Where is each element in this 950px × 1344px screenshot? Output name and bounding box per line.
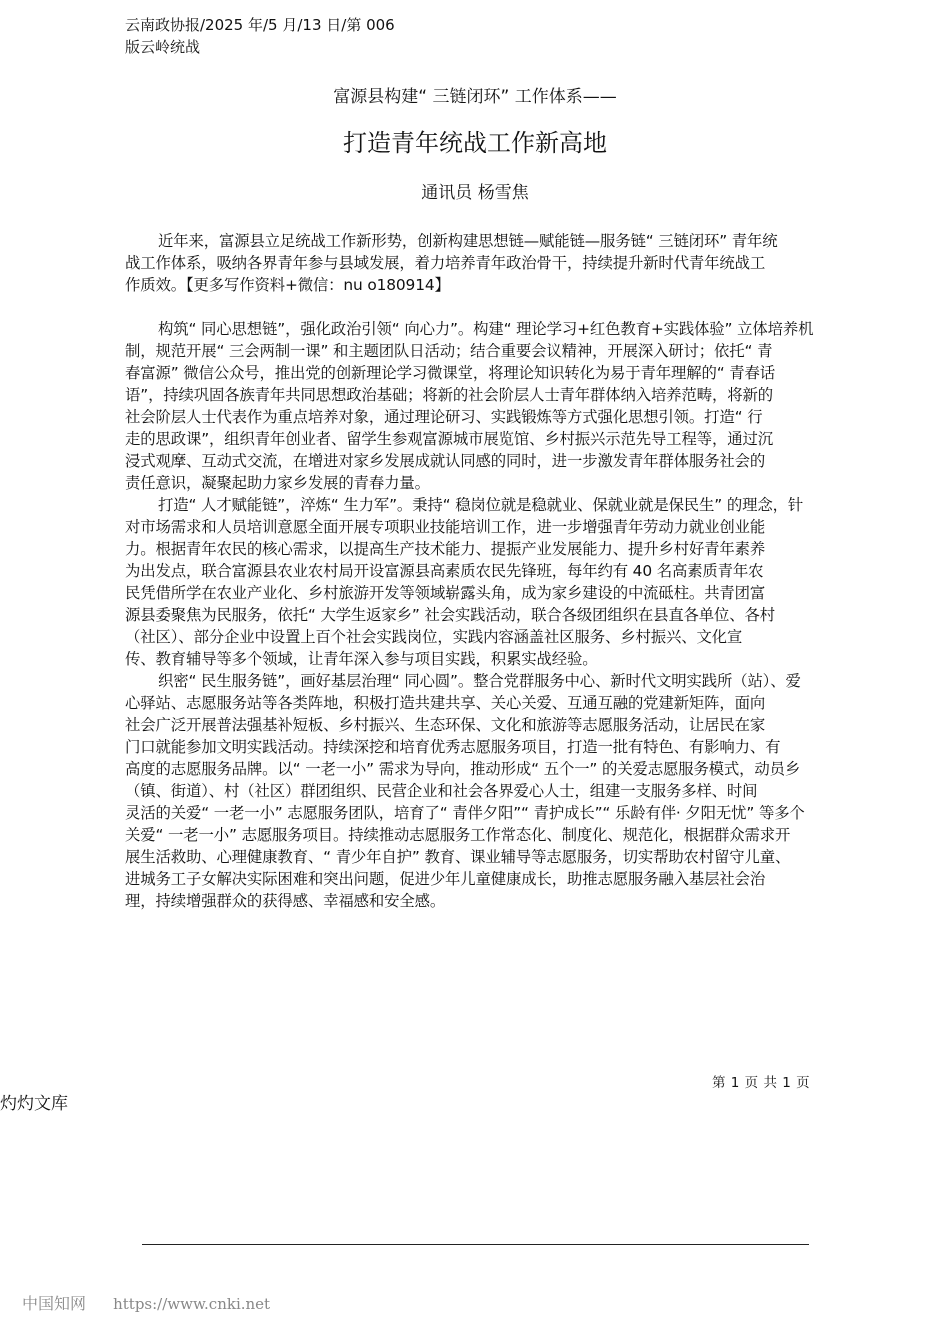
article-title: 打造青年统战工作新高地 [343,129,607,157]
body-line: 心驿站、志愿服务站等各类阵地，积极打造共建共享、关心关爱、互通互融的党建新矩阵，面向 [125,694,766,712]
article-byline: 通讯员 杨雪焦 [421,183,529,203]
body-line: 社会阶层人士代表作为重点培养对象，通过理论研习、实践锻炼等方式强化思想引领。打造“ 行 [125,408,763,426]
source-line-2: 版云岭统战 [125,38,201,56]
body-line: 高度的志愿服务品牌。以“ 一老一小” 需求为导向，推动形成“ 五个一” 的关爱志愿服务模式，动员乡 [125,760,801,778]
body-line: 传、教育辅导等多个领域，让青年深入参与项目实践，积累实战经验。 [125,650,598,668]
body-line: 构筑“ 同心思想链”，强化政治引领“ 向心力”。构建“ 理论学习+红色教育+实践体验” 立体培养机 [158,320,814,338]
library-name: 灼灼文库 [0,1094,68,1114]
cnki-name: 中国知网 [22,1294,87,1313]
body-line: 浸式观摩、互动式交流，在增进对家乡发展成就认同感的同时，进一步激发青年群体服务社会的 [125,452,766,470]
body-line: 语”，持续巩固各族青年共同思想政治基础；将新的社会阶层人士青年群体纳入培养范畴，将新的 [125,386,773,404]
body-line: 走的思政课”，组织青年创业者、留学生参观富源城市展览馆、乡村振兴示范先导工程等，通过沉 [125,430,773,448]
body-line: 对市场需求和人员培训意愿全面开展专项职业技能培训工作，进一步增强青年劳动力就业创业能 [125,518,766,536]
body-line: （镇、街道）、村（社区）群团组织、民营企业和社会各界爱心人士，组建一支服务多样、时间 [125,782,758,800]
body-line: 关爱“ 一老一小” 志愿服务项目。持续推动志愿服务工作常态化、制度化、规范化，根据群众需求开 [125,826,791,844]
body-line: 展生活救助、心理健康教育、“ 青少年自护” 教育、课业辅导等志愿服务，切实帮助农村留守儿童、 [125,848,791,866]
body-line: 进城务工子女解决实际困难和突出问题，促进少年儿童健康成长，助推志愿服务融入基层社会治 [125,870,766,888]
body-line: 责任意识，凝聚起助力家乡发展的青春力量。 [125,474,430,492]
article-subtitle: 富源县构建“ 三链闭环” 工作体系—— [333,87,617,107]
intro-line: 作质效。【更多写作资料+微信：nu o180914】 [125,276,450,294]
intro-line: 近年来，富源县立足统战工作新形势，创新构建思想链—赋能链—服务链“ 三链闭环” 青年统 [158,232,778,250]
body-line: 灵活的关爱“ 一老一小” 志愿服务团队，培育了“ 青伴夕阳”“ 青护成长”“ 乐龄有伴· 夕阳无忧” 等多个 [125,804,805,822]
cnki-footer [22,1293,270,1315]
body-line: 织密“ 民生服务链”，画好基层治理“ 同心圆”。整合党群服务中心、新时代文明实践所（站）、爱 [158,672,801,690]
footer-divider [142,1244,809,1245]
page-number: 第 1 页 共 1 页 [712,1075,811,1091]
body-line: 源县委聚焦为民服务，依托“ 大学生返家乡” 社会实践活动，联合各级团组织在县直各单位、各村 [125,606,775,624]
intro-paragraph [125,230,837,296]
body-line: （社区）、部分企业中设置上百个社会实践岗位，实践内容涵盖社区服务、乡村振兴、文化宣 [125,628,743,646]
body-line: 社会广泛开展普法强基补短板、乡村振兴、生态环保、文化和旅游等志愿服务活动，让居民在家 [125,716,766,734]
body-line: 为出发点，联合富源县农业农村局开设富源县高素质农民先锋班，每年约有 40 名高素质青年农 [125,562,764,580]
body-line: 打造“ 人才赋能链”，淬炼“ 生力军”。秉持“ 稳岗位就是稳就业、保就业就是保民生” 的理念，针 [158,496,804,514]
source-citation [125,14,395,58]
body-line: 民凭借所学在农业产业化、乡村旅游开发等领域崭露头角，成为家乡建设的中流砥柱。共青团富 [125,584,766,602]
body-line: 力。根据青年农民的核心需求，以提高生产技术能力、提振产业发展能力、提升乡村好青年素养 [125,540,766,558]
intro-line: 战工作体系，吸纳各界青年参与县域发展，着力培养青年政治骨干，持续提升新时代青年统战工 [125,254,766,272]
cnki-url-link[interactable]: https://www.cnki.net [113,1295,271,1313]
body-line: 制，规范开展“ 三会两制一课” 和主题团队日活动；结合重要会议精神，开展深入研讨；依托“ 青 [125,342,773,360]
body-line: 理，持续增强群众的获得感、幸福感和安全感。 [125,892,446,910]
body-line: 春富源” 微信公众号，推出党的创新理论学习微课堂，将理论知识转化为易于青年理解的“ 青春话 [125,364,775,382]
article-body [125,318,837,912]
body-line: 门口就能参加文明实践活动。持续深挖和培育优秀志愿服务项目，打造一批有特色、有影响力、有 [125,738,781,756]
source-line-1: 云南政协报/2025 年/5 月/13 日/第 006 [125,16,395,34]
